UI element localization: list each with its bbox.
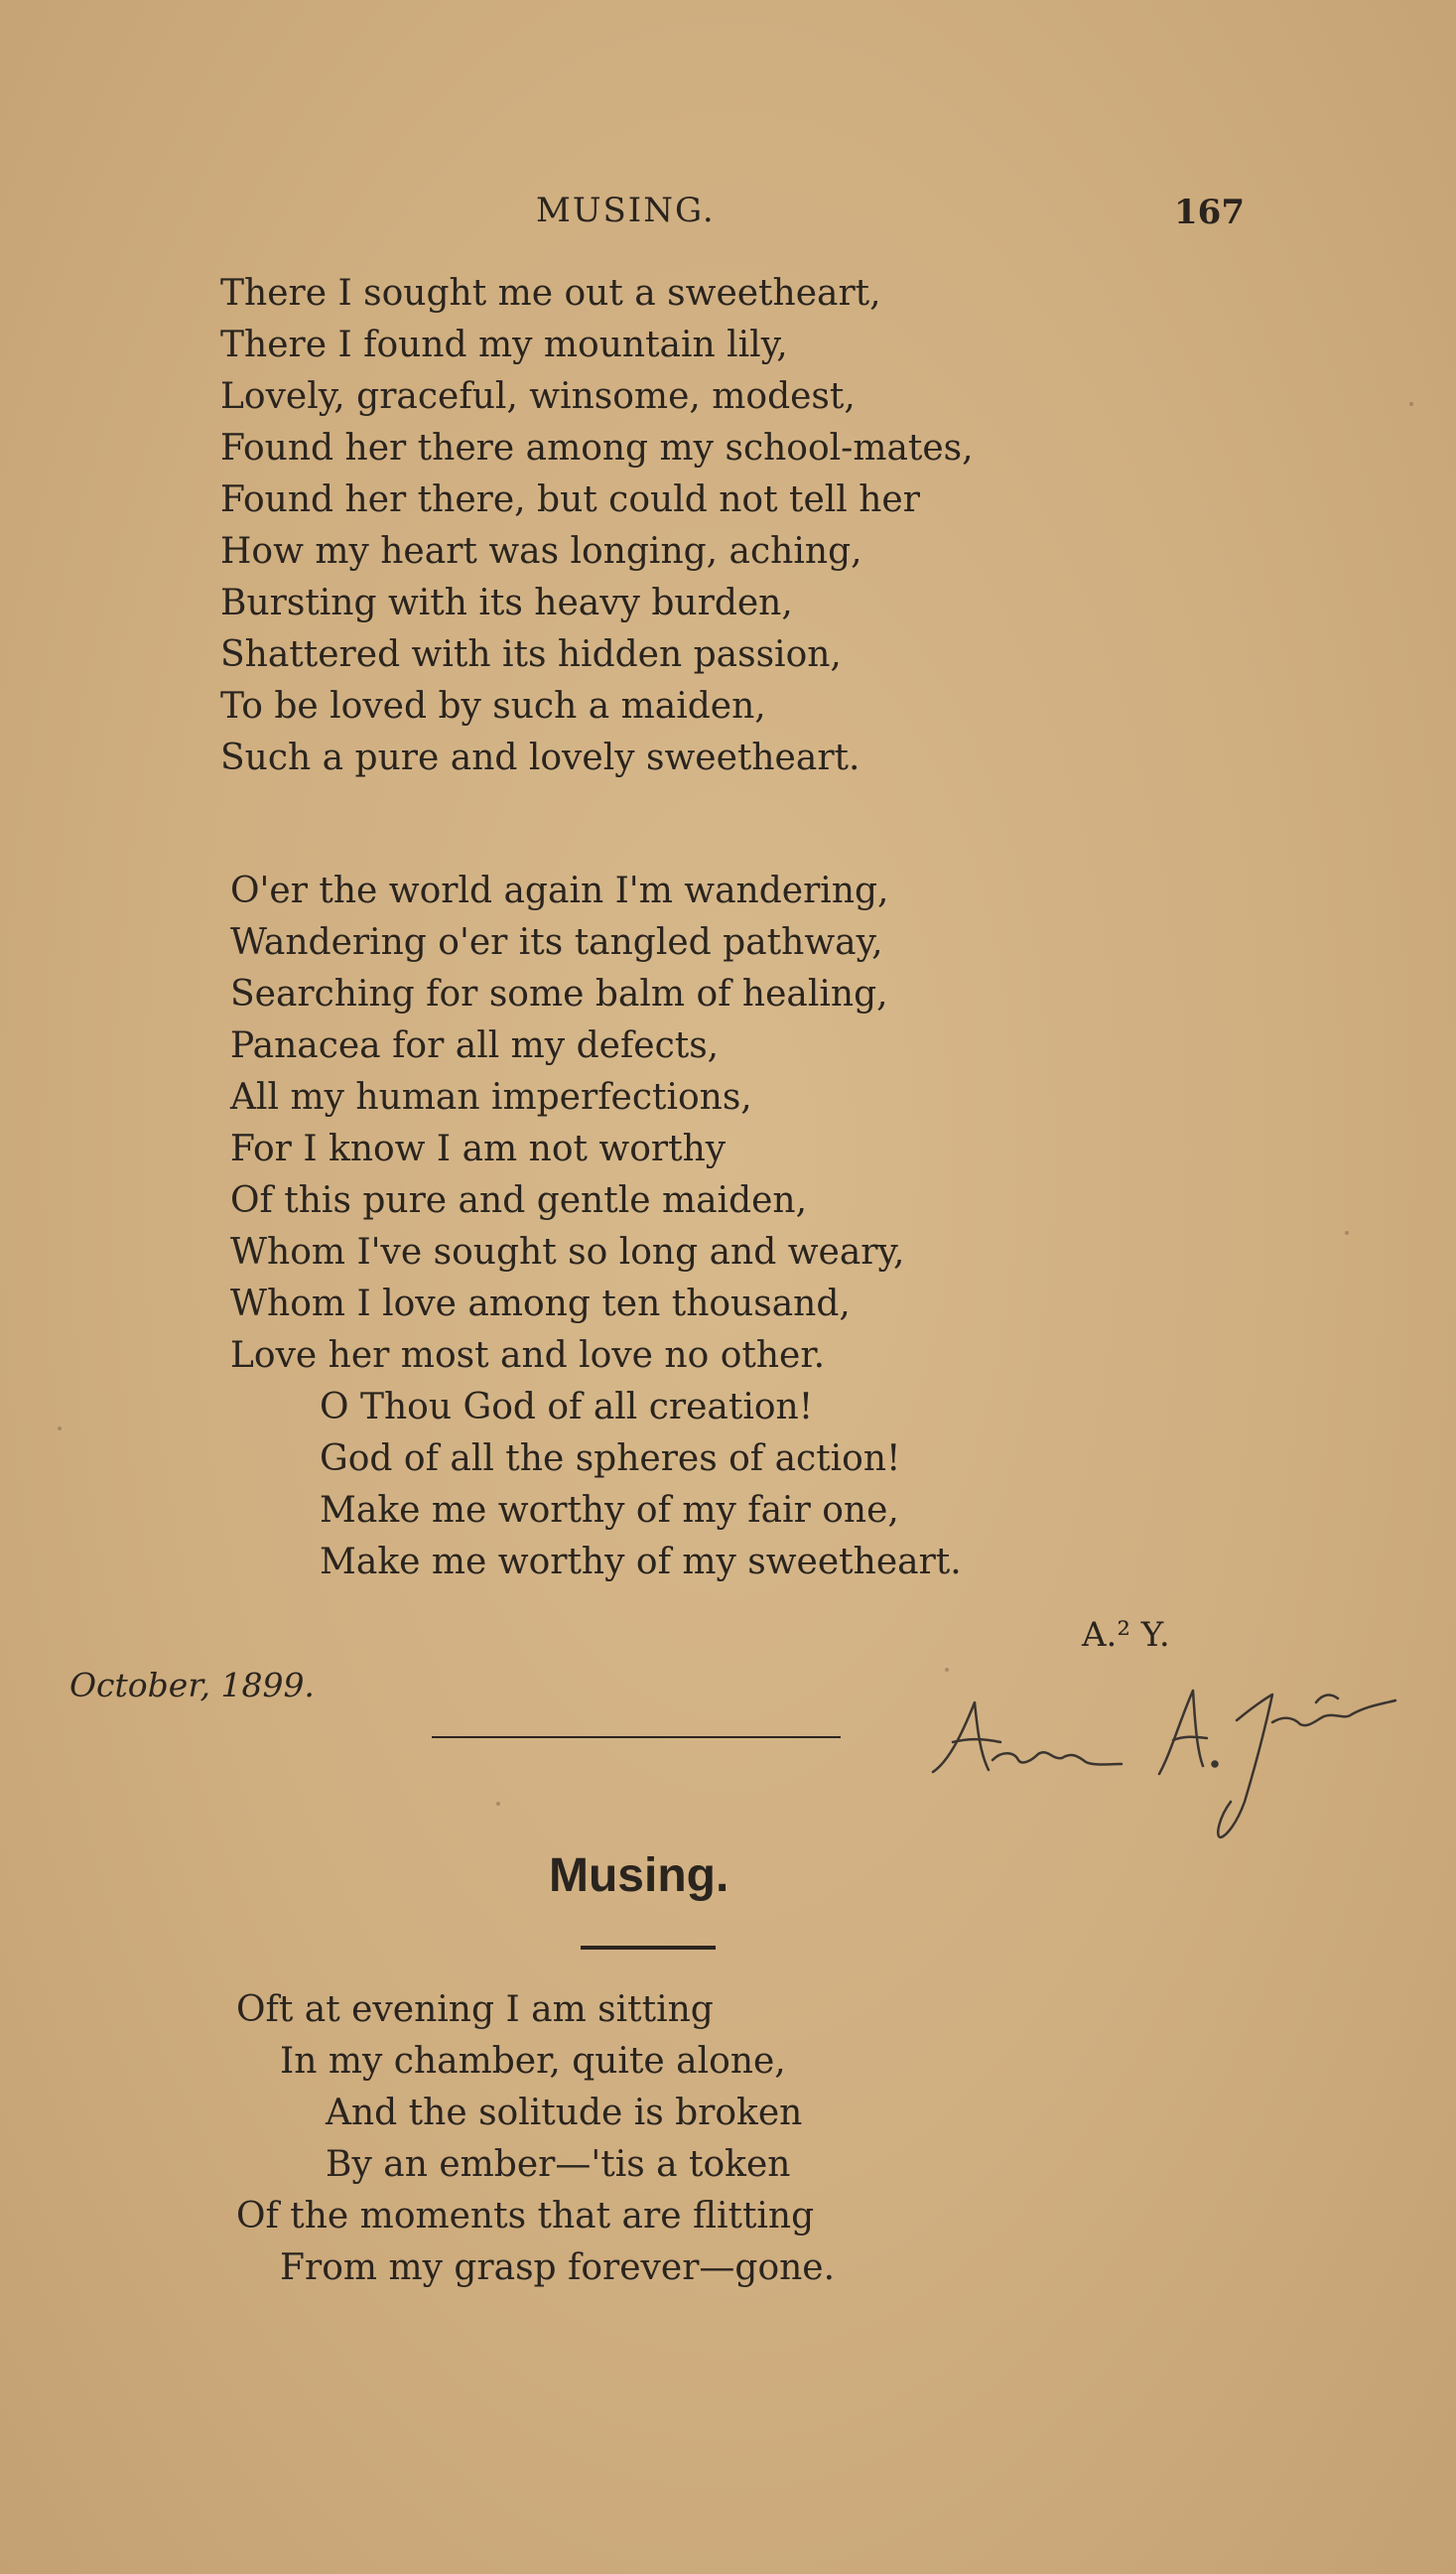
date-year: 1899.: [220, 1666, 315, 1704]
poem-line: O Thou God of all creation!: [320, 1387, 814, 1427]
author-initials: A.² Y.: [1082, 1615, 1170, 1655]
page-number: 167: [1174, 193, 1245, 232]
poem-line: From my grasp forever—gone.: [280, 2247, 836, 2288]
poem-title: Musing.: [549, 1849, 729, 1902]
poem-line: Of this pure and gentle maiden,: [230, 1180, 808, 1221]
handwritten-signature: [923, 1643, 1456, 1851]
poem-line: Whom I love among ten thousand,: [230, 1284, 851, 1324]
poem-line: Shattered with its hidden passion,: [220, 634, 842, 675]
title-underline: [581, 1946, 716, 1950]
poem-line: Found her there, but could not tell her: [220, 479, 920, 520]
poem-line: Make me worthy of my sweetheart.: [320, 1542, 962, 1582]
poem-line: Of the moments that are flitting: [236, 2196, 815, 2236]
section-divider: [432, 1736, 841, 1738]
poem-line: Make me worthy of my fair one,: [320, 1490, 899, 1531]
poem-line: In my chamber, quite alone,: [280, 2041, 786, 2082]
poem-line: How my heart was longing, aching,: [220, 531, 862, 572]
poem-line: Panacea for all my defects,: [230, 1025, 720, 1066]
poem-line: Love her most and love no other.: [230, 1335, 826, 1376]
poem-line: All my human imperfections,: [230, 1077, 752, 1118]
poem-line: By an ember—'tis a token: [326, 2144, 791, 2185]
poem-date: October, 1899.: [69, 1666, 315, 1704]
poem-line: To be loved by such a maiden,: [220, 686, 766, 727]
poem-line: There I sought me out a sweetheart,: [220, 273, 881, 314]
poem-line: Searching for some balm of healing,: [230, 974, 888, 1015]
poem-line: O'er the world again I'm wandering,: [230, 871, 889, 911]
poem-line: Lovely, graceful, winsome, modest,: [220, 376, 856, 417]
poem-line: Oft at evening I am sitting: [236, 1989, 714, 2030]
date-month: October: [69, 1666, 200, 1704]
poem-line: There I found my mountain lily,: [220, 325, 788, 365]
poem-line: Found her there among my school-mates,: [220, 428, 974, 469]
poem-line: And the solitude is broken: [326, 2093, 803, 2133]
poem-line: Such a pure and lovely sweetheart.: [220, 738, 860, 778]
poem-line: For I know I am not worthy: [230, 1129, 727, 1169]
poem-line: God of all the spheres of action!: [320, 1438, 901, 1479]
poem-line: Wandering o'er its tangled pathway,: [230, 922, 883, 963]
poem-line: Whom I've sought so long and weary,: [230, 1232, 905, 1273]
running-head: MUSING.: [536, 191, 716, 230]
poem-line: Bursting with its heavy burden,: [220, 583, 793, 623]
